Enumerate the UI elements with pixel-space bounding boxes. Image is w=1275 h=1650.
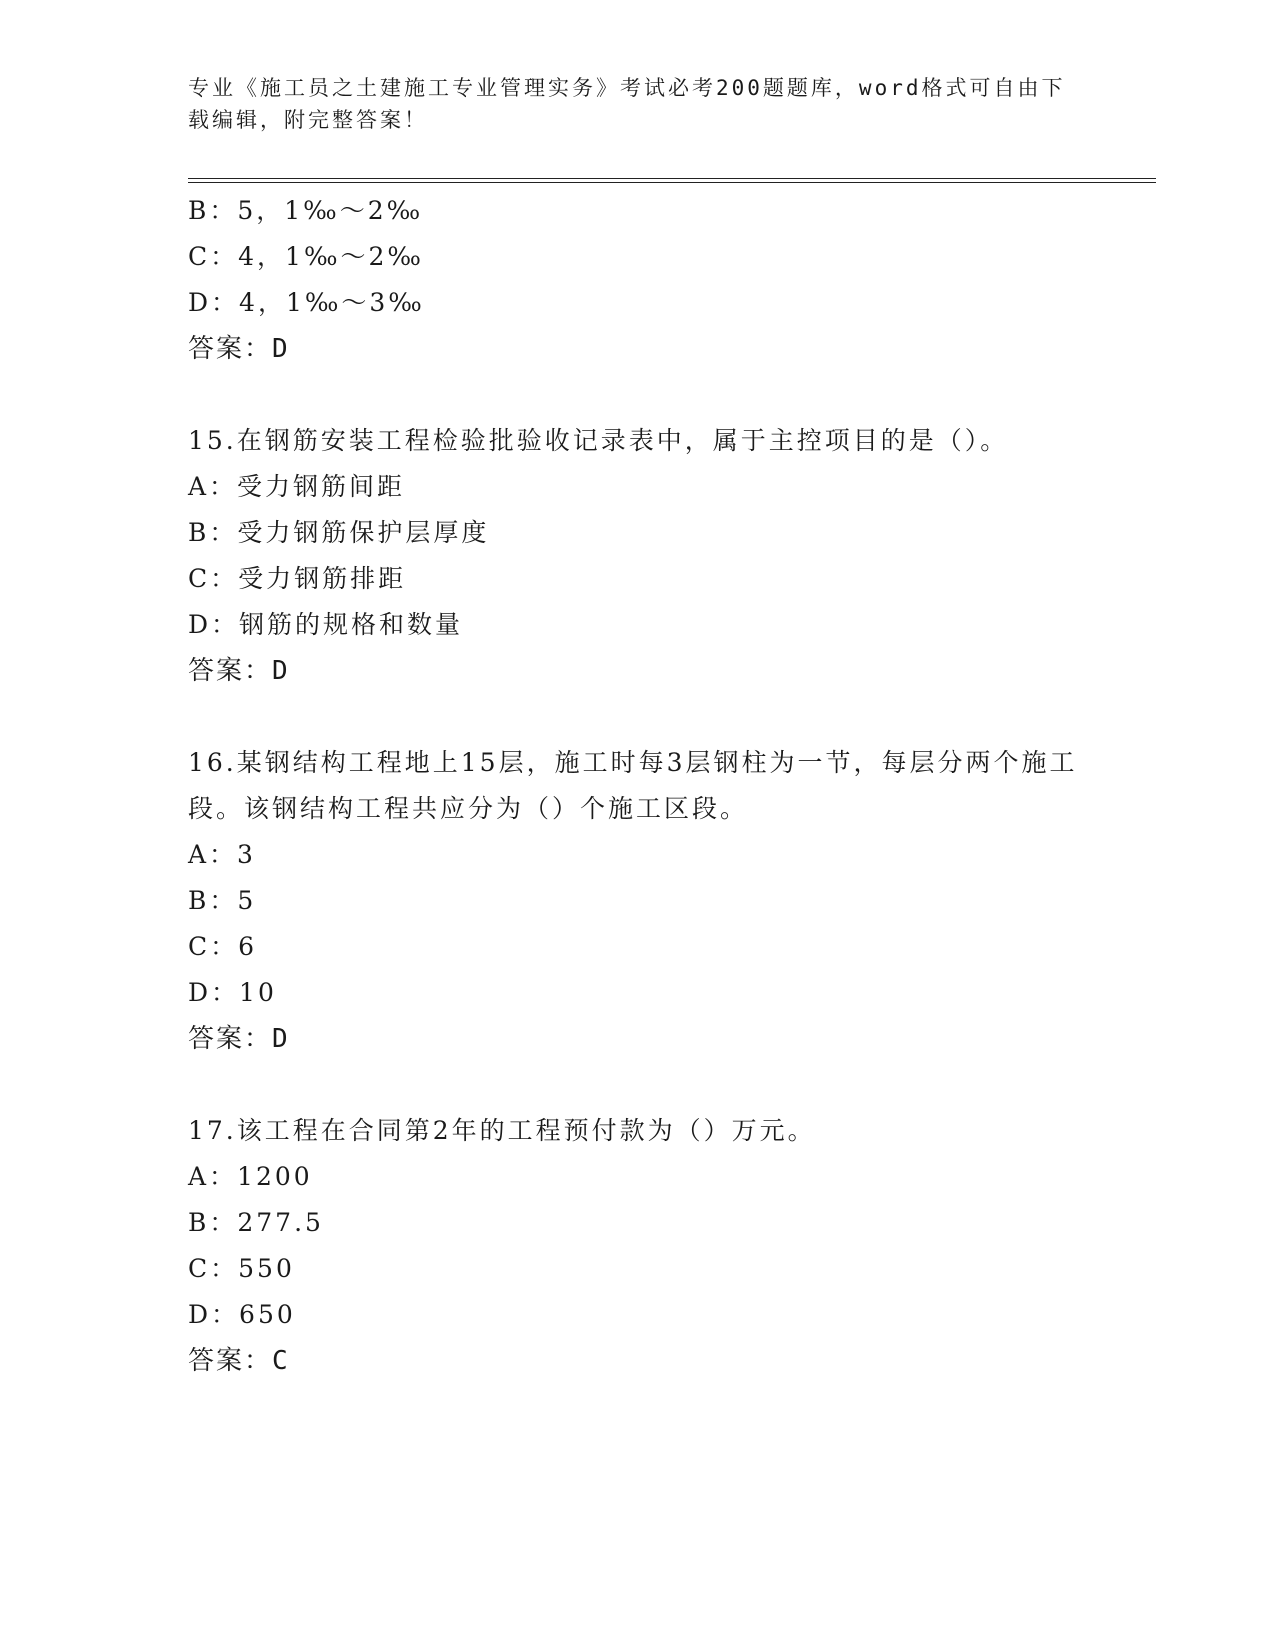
option-c: C：6 [188,932,258,961]
option-b: B：5，1‰～2‰ [188,196,424,225]
document-header [188,72,1068,136]
option-c: C：550 [188,1254,295,1283]
option-d: D：4，1‰～3‰ [188,288,425,317]
answer: 答案：C [188,1346,290,1376]
document-title: 专业《施工员之土建施工专业管理实务》考试必考200题题库，word格式可自由下载编辑，附完整答案！ [188,76,1066,132]
option-c: C：4，1‰～2‰ [188,242,424,271]
option-a: A：1200 [188,1162,313,1191]
option-b: B：277.5 [188,1208,324,1237]
question-stem: 15.在钢筋安装工程检验批验收记录表中，属于主控项目的是（）。 [188,426,1009,455]
option-b: B：5 [188,886,257,915]
partial-question [188,188,1148,372]
option-d: D：10 [188,978,277,1007]
answer: 答案：D [188,334,290,364]
option-b: B：受力钢筋保护层厚度 [188,518,490,547]
header-divider [188,178,1156,183]
option-d: D：钢筋的规格和数量 [188,610,464,639]
answer: 答案：D [188,1024,290,1054]
question-stem: 16.某钢结构工程地上15层，施工时每3层钢柱为一节，每层分两个施工段。该钢结构工程共应分为（）个施工区段。 [188,748,1078,823]
question-stem: 17.该工程在合同第2年的工程预付款为（）万元。 [188,1116,816,1145]
question-17 [188,1108,1148,1384]
option-a: A：受力钢筋间距 [188,472,406,501]
question-16 [188,740,1148,1062]
question-list [188,188,1148,1384]
answer: 答案：D [188,656,290,686]
option-c: C：受力钢筋排距 [188,564,407,593]
question-15 [188,418,1148,694]
option-a: A：3 [188,840,256,869]
option-d: D：650 [188,1300,296,1329]
